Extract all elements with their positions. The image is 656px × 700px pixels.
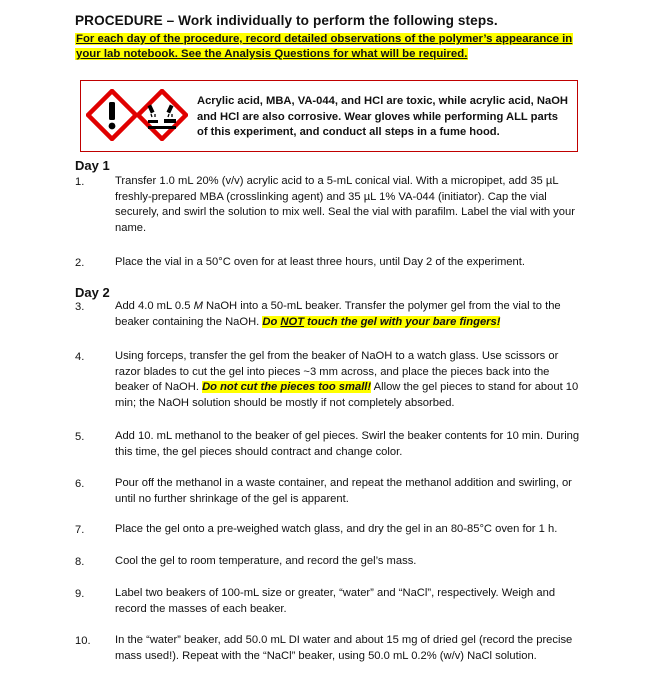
step-2-text: Place the vial in a 50°C oven for at least three hours, until Day 2 of the experiment. (115, 256, 525, 268)
hazard-warning-box (80, 80, 578, 152)
step-3-warning-not: NOT (280, 315, 305, 328)
step-3-number: 3. (75, 301, 85, 313)
step-5-number: 5. (75, 431, 85, 443)
step-5-text: Add 10. mL methanol to the beaker of gel pieces. Swirl the beaker contents for 10 min. During this time, the gel pieces should contract and change color. (115, 430, 580, 458)
step-7-text: Place the gel onto a pre-weighed watch glass, and dry the gel in an 80-85°C oven for 1 h. (115, 523, 558, 535)
step-4-number: 4. (75, 351, 85, 363)
instruction-line-1 (75, 33, 573, 45)
step-1-number: 1. (75, 176, 85, 188)
step-4-warning: Do not cut the pieces too small! (202, 381, 372, 394)
hazard-warning-text: Acrylic acid, MBA, VA-044, and HCl are toxic, while acrylic acid, NaOH and HCl are also corrosive. Wear gloves while performing ALL parts of this experiment, and conduct all steps in a fume hood. (197, 95, 568, 139)
step-6-number: 6. (75, 478, 85, 490)
instruction-line-1-text: For each day of the procedure, record detailed observations of the polymer’s appearance in (76, 33, 573, 45)
step-10-text: In the “water” beaker, add 50.0 mL DI water and about 15 mg of dried gel (record the precise mass used!). Repeat with the “NaCl” beaker, using 50.0 mL 0.2% (w/v) NaCl solution. (115, 634, 573, 662)
day-2-heading: Day 2 (75, 285, 110, 300)
exclamation-hazard-icon (86, 89, 138, 141)
step-4-text (115, 349, 583, 412)
step-8-number: 8. (75, 556, 85, 568)
step-7-number: 7. (75, 524, 85, 536)
step-6-text: Pour off the methanol in a waste container, and repeat the methanol addition and swirling, or until no further shrinkage of the gel is apparent. (115, 477, 572, 505)
step-1-text: Transfer 1.0 mL 20% (v/v) acrylic acid to a 5-mL conical vial. With a micropipet, add 35 µL freshly-prepared MBA (crosslinking agent) and 35 µL 1% VA-044 (initiator). Cap the vial securely, and swirl the solution to mix well. Seal the vial with parafilm. Label the vial with your name. (115, 175, 575, 235)
step-8-text: Cool the gel to room temperature, and record the gel’s mass. (115, 555, 417, 567)
step-3-warning-a: Do (262, 315, 281, 328)
procedure-title: PROCEDURE – Work individually to perform the following steps. (75, 13, 498, 28)
molar-symbol: M (193, 300, 203, 312)
step-3-warning (262, 316, 500, 328)
step-9-number: 9. (75, 588, 85, 600)
corrosive-hazard-icon (136, 89, 188, 141)
step-3-text-b: NaOH into a 50-mL beaker. Transfer the polymer gel from the vial to the beaker containing the NaOH. (115, 300, 561, 328)
step-3-text-a: Add 4.0 mL 0.5 (115, 300, 194, 312)
step-9-text: Label two beakers of 100-mL size or greater, “water” and “NaCl”, respectively. Weigh and record the masses of each beaker. (115, 587, 556, 615)
step-3-warning-b: touch the gel with your bare fingers! (304, 315, 501, 328)
step-3-text (115, 299, 583, 330)
step-2-number: 2. (75, 257, 85, 269)
day-1-heading: Day 1 (75, 158, 110, 173)
step-4-text-a: Using forceps, transfer the gel from the beaker of NaOH to a watch glass. Use scissors or razor blades to cut the gel into pieces ~3 mm across, and place the pieces back into the beaker of NaOH. (115, 350, 559, 394)
instruction-line-2 (75, 48, 468, 60)
instruction-line-2-text: your lab notebook. See the Analysis Questions for what will be required. (76, 48, 468, 60)
step-10-number: 10. (75, 635, 91, 647)
step-4-text-b: Allow the gel pieces to stand for about 10 min; the NaOH solution should be mostly if not completely absorbed. (115, 381, 579, 410)
